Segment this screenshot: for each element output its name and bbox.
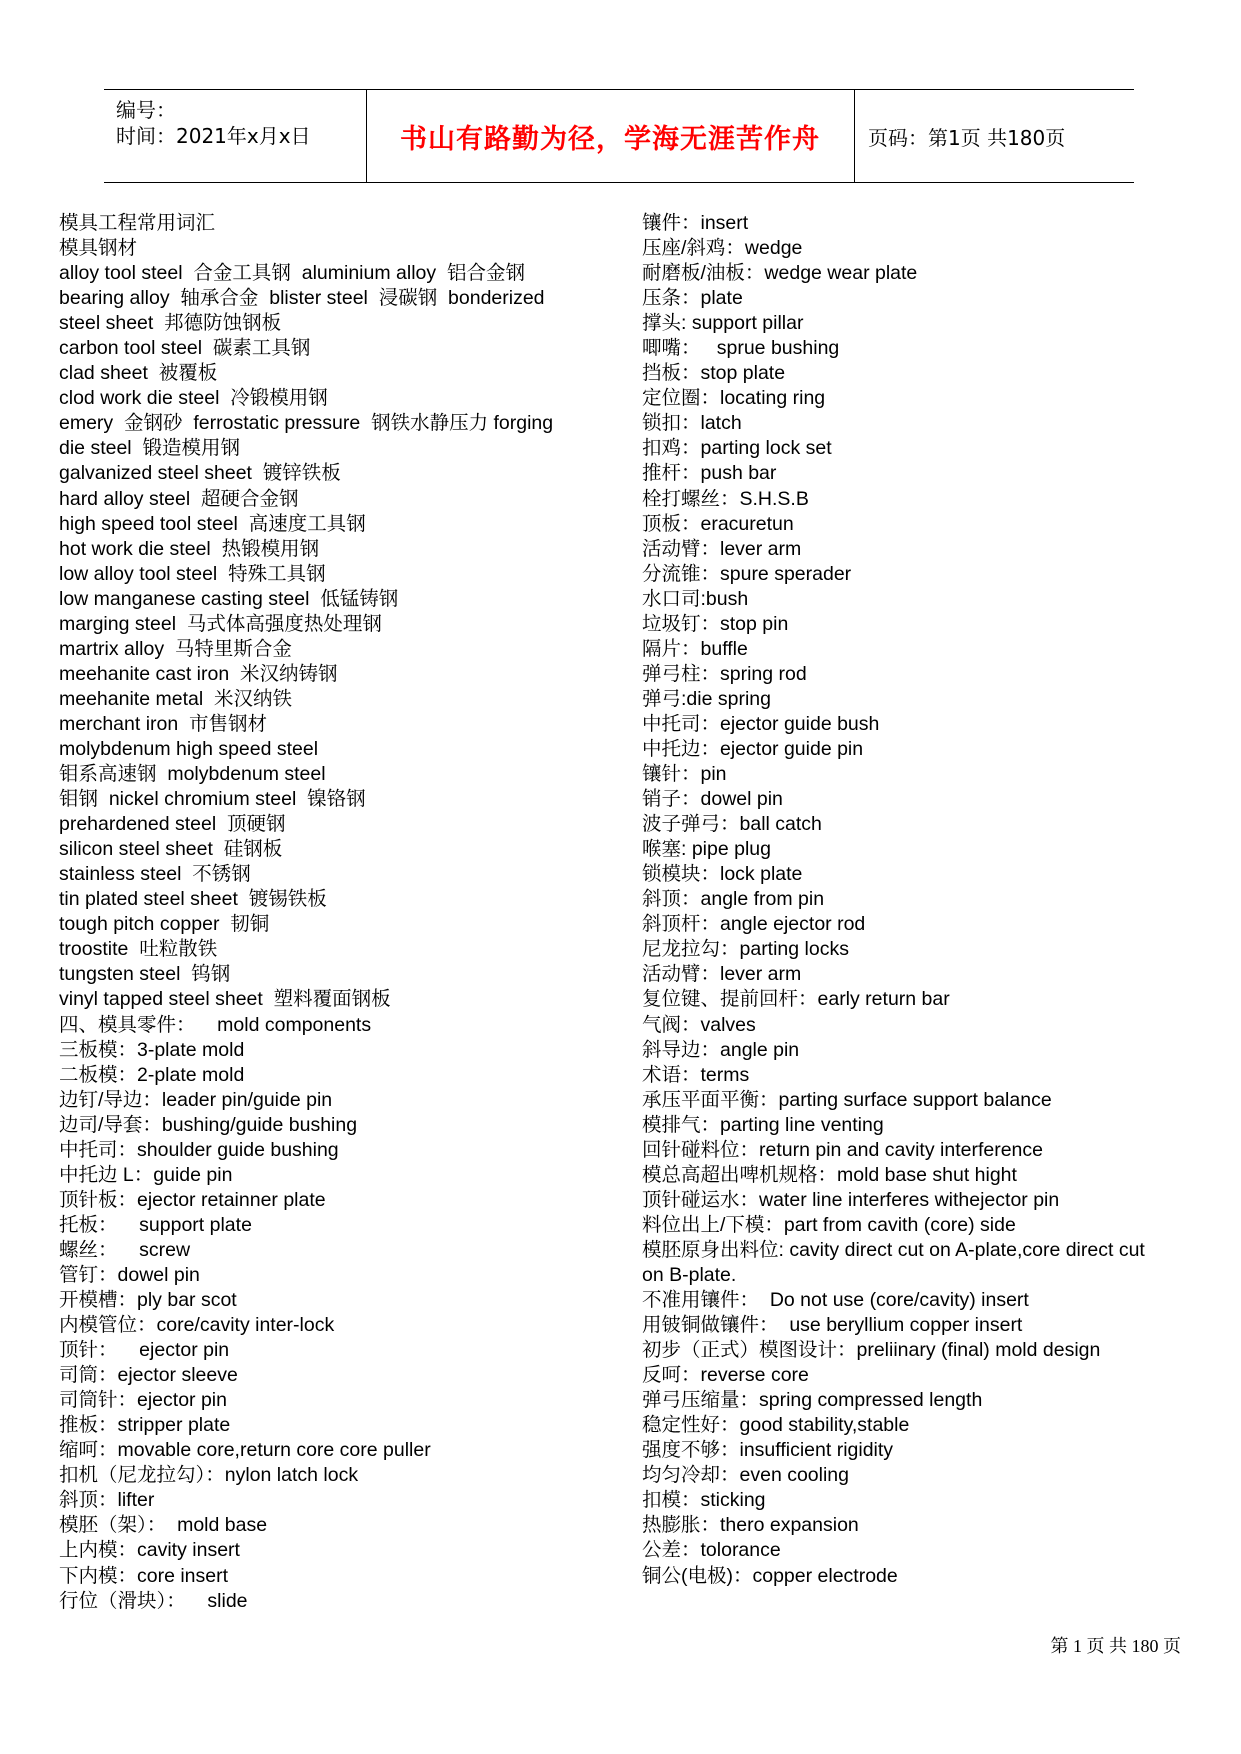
glossary-line: 钼钢 nickel chromium steel 镍铬钢 (59, 788, 366, 811)
glossary-line: 唧嘴： sprue bushing (642, 337, 840, 360)
glossary-line: 波子弹弓：ball catch (642, 813, 822, 836)
glossary-line: 边司/导套：bushing/guide bushing (59, 1113, 358, 1136)
glossary-line: 锁扣：latch (642, 412, 742, 435)
glossary-line: 缩呵：movable core,return core core puller (59, 1439, 431, 1462)
glossary-line: 模具钢材 (59, 237, 138, 260)
glossary-line: 活动臂：lever arm (642, 537, 802, 560)
glossary-line: 顶板：eracuretun (642, 512, 794, 535)
glossary-line: high speed tool steel 高速度工具钢 (59, 512, 366, 535)
glossary-line: 尼龙拉勾：parting locks (642, 938, 849, 961)
glossary-line: 扣机（尼龙拉勾）：nylon latch lock (59, 1464, 359, 1487)
glossary-line: 反呵：reverse core (642, 1364, 809, 1387)
glossary-line: silicon steel sheet 硅钢板 (59, 838, 283, 861)
glossary-line: 推板：stripper plate (59, 1414, 231, 1437)
glossary-line: 司筒针：ejector pin (59, 1389, 227, 1412)
glossary-line: 铜公(电极)：copper electrode (642, 1564, 898, 1587)
glossary-line: 均匀冷却：even cooling (642, 1464, 849, 1487)
glossary-line: 耐磨板/油板：wedge wear plate (642, 262, 918, 285)
glossary-line: tough pitch copper 韧铜 (59, 913, 270, 936)
glossary-line: 顶针碰运水：water line interferes withejector pin (642, 1188, 1060, 1211)
glossary-line: meehanite cast iron 米汉纳铸钢 (59, 662, 338, 685)
glossary-line: 顶针板：ejector retainner plate (59, 1188, 326, 1211)
footer-page-number: 第 1 页 共 180 页 (1050, 1636, 1181, 1656)
glossary-line: 下内模：core insert (59, 1564, 229, 1587)
glossary-line: 不准用镶件： Do not use (core/cavity) insert (642, 1289, 1029, 1312)
glossary-line: hard alloy steel 超硬合金钢 (59, 487, 299, 510)
glossary-line: 销子：dowel pin (642, 788, 783, 811)
glossary-line: 弹弓压缩量：spring compressed length (642, 1389, 983, 1412)
glossary-line: 内模管位：core/cavity inter-lock (59, 1314, 335, 1337)
glossary-line: 分流锥：spure sperader (642, 562, 852, 585)
glossary-line: 斜顶杆：angle ejector rod (642, 913, 866, 936)
glossary-line: 锁模块：lock plate (642, 863, 803, 886)
glossary-line: 弹弓:die spring (642, 687, 771, 710)
glossary-line: 中托边：ejector guide pin (642, 737, 864, 760)
left-column (59, 211, 619, 1614)
glossary-line: 隔片：buffle (642, 637, 748, 660)
glossary-line: clod work die steel 冷锻模用钢 (59, 387, 328, 410)
header-page-cell (854, 90, 1134, 182)
page-header (104, 89, 1134, 183)
glossary-line: stainless steel 不锈钢 (59, 863, 251, 886)
glossary-line: 开模槽：ply bar scot (59, 1289, 237, 1312)
glossary-line: on B-plate. (642, 1263, 737, 1286)
glossary-line: tungsten steel 钨钢 (59, 963, 231, 986)
glossary-line: 扣鸡：parting lock set (642, 437, 832, 460)
glossary-line: 用铍铜做镶件： use beryllium copper insert (642, 1314, 1023, 1337)
glossary-line: 活动臂：lever arm (642, 963, 802, 986)
motto-text: 书山有路勤为径，学海无涯苦作舟 (400, 123, 820, 155)
glossary-line: 挡板：stop plate (642, 362, 786, 385)
glossary-line: 司筒：ejector sleeve (59, 1364, 238, 1387)
glossary-line: 水口司:bush (642, 587, 749, 610)
glossary-line: 弹弓柱：spring rod (642, 662, 807, 685)
glossary-line: 回针碰料位：return pin and cavity interference (642, 1138, 1043, 1161)
glossary-line: tin plated steel sheet 镀锡铁板 (59, 888, 327, 911)
glossary-line: 托板： support plate (59, 1213, 252, 1236)
glossary-line: 复位键、提前回杆：early return bar (642, 988, 950, 1011)
glossary-line: 模排气：parting line venting (642, 1113, 884, 1136)
glossary-line: 斜导边：angle pin (642, 1038, 800, 1061)
glossary-line: 中托司：ejector guide bush (642, 712, 880, 735)
glossary-line: 管钉：dowel pin (59, 1263, 200, 1286)
glossary-line: 定位圈：locating ring (642, 387, 826, 410)
glossary-line: molybdenum high speed steel (59, 737, 319, 760)
glossary-line: marging steel 马式体高强度热处理钢 (59, 612, 382, 635)
glossary-line: 顶针： ejector pin (59, 1339, 230, 1362)
glossary-line: 承压平面平衡：parting surface support balance (642, 1088, 1052, 1111)
glossary-line: 模具工程常用词汇 (59, 212, 216, 234)
glossary-line: low alloy tool steel 特殊工具钢 (59, 562, 326, 585)
glossary-line: 模总高超出啤机规格：mold base shut hight (642, 1163, 1017, 1186)
header-info-cell (104, 90, 367, 182)
glossary-line: 镶件：insert (642, 212, 749, 234)
glossary-line: 螺丝： screw (59, 1238, 191, 1261)
glossary-line: martrix alloy 马特里斯合金 (59, 637, 292, 660)
glossary-line: 中托边 L：guide pin (59, 1163, 233, 1186)
glossary-line: 上内模：cavity insert (59, 1539, 240, 1562)
glossary-line: 行位（滑块）： slide (59, 1589, 248, 1612)
glossary-line: 垃圾钉：stop pin (642, 612, 789, 635)
glossary-line: steel sheet 邦德防蚀钢板 (59, 312, 282, 335)
glossary-line: 稳定性好：good stability,stable (642, 1414, 910, 1437)
glossary-line: hot work die steel 热锻模用钢 (59, 537, 320, 560)
glossary-line: 公差：tolorance (642, 1539, 781, 1562)
glossary-line: 扣模：sticking (642, 1489, 766, 1512)
glossary-line: 四、模具零件： mold components (59, 1013, 372, 1036)
glossary-line: alloy tool steel 合金工具钢 aluminium alloy 铝合金钢 (59, 262, 525, 285)
glossary-line: 初步（正式）模图设计：preliinary (final) mold design (642, 1339, 1101, 1362)
glossary-line: emery 金钢砂 ferrostatic pressure 钢铁水静压力 forging (59, 412, 554, 435)
glossary-line: 料位出上/下模：part from cavith (core) side (642, 1213, 1016, 1236)
glossary-line: 喉塞: pipe plug (642, 838, 771, 861)
glossary-line: 模胚原身出料位: cavity direct cut on A-plate,core direct cut (642, 1238, 1145, 1261)
glossary-line: 撑头: support pillar (642, 312, 804, 335)
header-motto-cell (366, 90, 855, 182)
glossary-line: 钼系高速钢 molybdenum steel (59, 763, 326, 786)
glossary-line: 中托司：shoulder guide bushing (59, 1138, 339, 1161)
glossary-line: low manganese casting steel 低锰铸钢 (59, 587, 399, 610)
glossary-line: 边钉/导边：leader pin/guide pin (59, 1088, 333, 1111)
glossary-line: 镶针：pin (642, 763, 727, 786)
glossary-line: vinyl tapped steel sheet 塑料覆面钢板 (59, 988, 391, 1011)
glossary-line: 热膨胀：thero expansion (642, 1514, 859, 1537)
glossary-line: 三板模：3-plate mold (59, 1038, 245, 1061)
glossary-line: 压条：plate (642, 287, 743, 310)
glossary-line: 栓打螺丝：S.H.S.B (642, 487, 809, 510)
glossary-line: 推杆：push bar (642, 462, 777, 485)
glossary-line: prehardened steel 顶硬钢 (59, 813, 286, 836)
glossary-line: carbon tool steel 碳素工具钢 (59, 337, 311, 360)
right-column (642, 211, 1202, 1589)
glossary-line: 压座/斜鸡：wedge (642, 237, 803, 260)
glossary-line: 气阀：valves (642, 1013, 756, 1036)
glossary-line: troostite 吐粒散铁 (59, 938, 218, 961)
glossary-line: bearing alloy 轴承合金 blister steel 浸碳钢 bonderized (59, 287, 545, 310)
glossary-line: 斜顶：angle from pin (642, 888, 825, 911)
glossary-line: 模胚（架）： mold base (59, 1514, 268, 1537)
glossary-line: 斜顶：lifter (59, 1489, 155, 1512)
glossary-line: meehanite metal 米汉纳铁 (59, 687, 293, 710)
glossary-line: die steel 锻造模用钢 (59, 437, 240, 460)
glossary-line: clad sheet 被覆板 (59, 362, 218, 385)
glossary-line: 术语：terms (642, 1063, 750, 1086)
time-label: 时间：2021年x月x日 (116, 124, 311, 148)
number-label: 编号： (116, 98, 176, 122)
header-page-number: 页码：第1页 共180页 (868, 125, 1066, 150)
glossary-line: 强度不够：insufficient rigidity (642, 1439, 894, 1462)
glossary-line: merchant iron 市售钢材 (59, 712, 268, 735)
glossary-line: 二板模：2-plate mold (59, 1063, 245, 1086)
glossary-line: galvanized steel sheet 镀锌铁板 (59, 462, 341, 485)
